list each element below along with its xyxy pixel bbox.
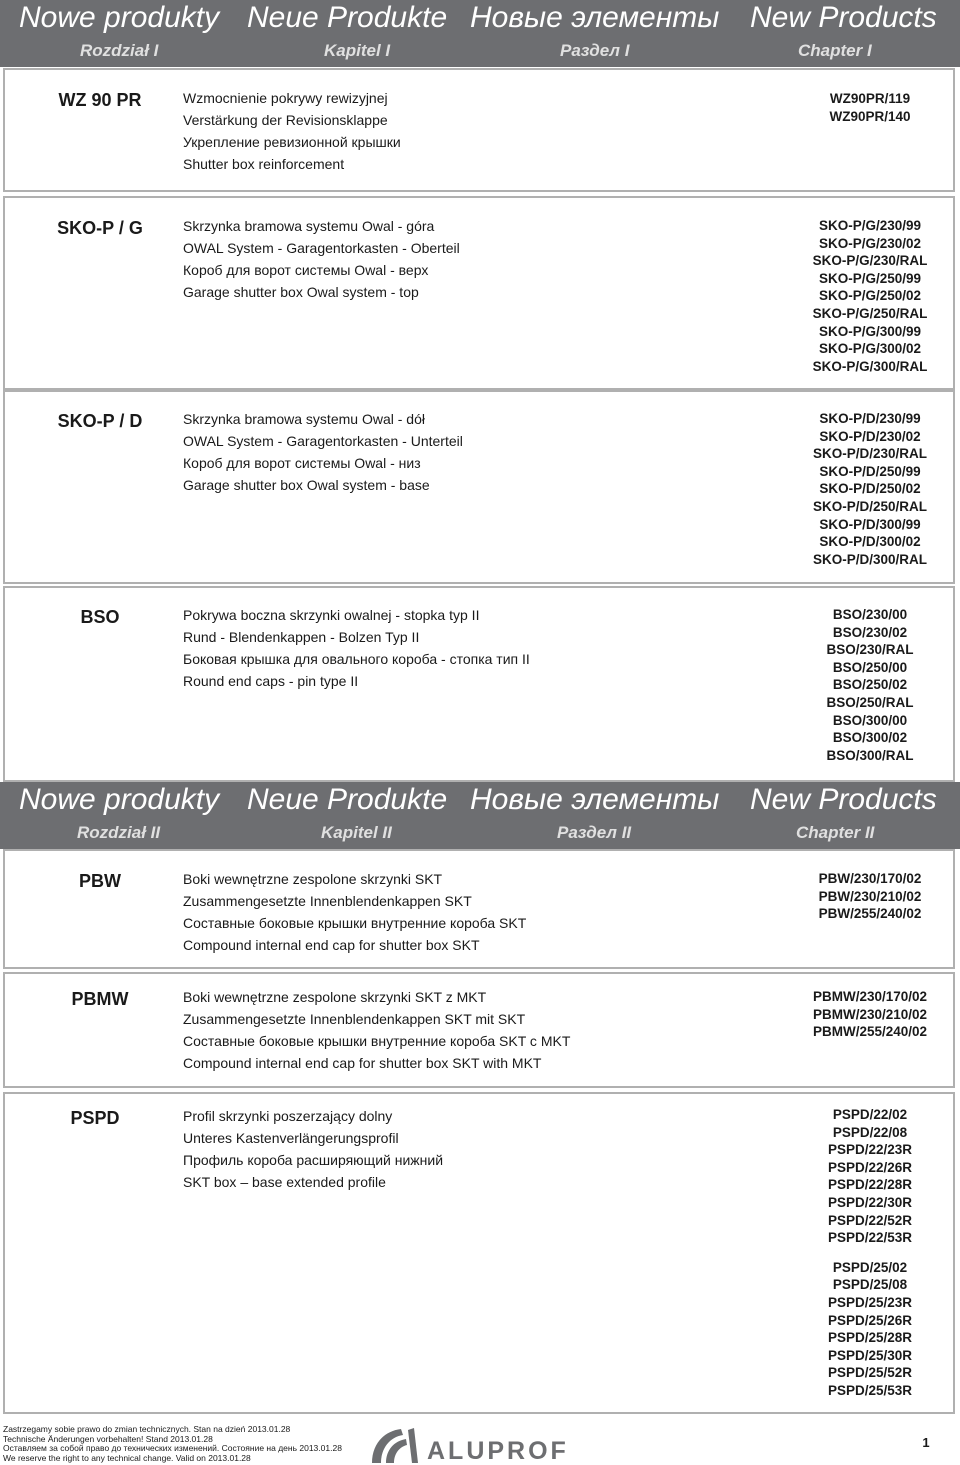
section-title-ru: Новые элементы [470, 1, 720, 34]
section-header-1 [0, 0, 960, 67]
section-title-de: Neue Produkte [247, 783, 448, 816]
article-numbers: SKO-P/D/230/99 SKO-P/D/230/02 SKO-P/D/230/RAL SKO-P/D/250/99 SKO-P/D/250/02 SKO-P/D/250/RAL SKO-P/D/300/99 SKO-P/D/300/02 SKO-P/D/300/RAL [812, 411, 928, 567]
product-description: Pokrywa boczna skrzynki owalnej - stopka typ II Rund - Blendenkappen - Bolzen Typ II Боковая крышка для овального короба - стопка тип II Round end caps - pin type II [183, 607, 530, 689]
section-title-pl: Nowe produkty [19, 783, 220, 816]
product-code: SKO-P / D [57, 411, 143, 431]
section-subtitle-en: Chapter II [796, 823, 875, 842]
section-title-pl: Nowe produkty [19, 1, 220, 34]
footer-disclaimer: Zastrzegamy sobie prawo do zmian technicznych. Stan na dzień 2013.01.28 Technische Änderungen vorbehalten! Stand 2013.01.28 Оставляем за собой право до технических изменений. Состояние на день 2013.01.28 We reserve the right to any technical change. Valid on 2013.01.28 [3, 1424, 342, 1463]
section-title-de: Neue Produkte [247, 1, 448, 34]
article-numbers: WZ90PR/119 WZ90PR/140 [829, 91, 911, 124]
product-code: SKO-P / G [57, 218, 143, 238]
product-row-bso [3, 586, 955, 782]
product-row-sko-p-d [3, 390, 955, 584]
product-description: Wzmocnienie pokrywy rewizyjnej Verstärkung der Revisionsklappe Укрепление ревизионной крышки Shutter box reinforcement [183, 90, 401, 172]
section-header-2 [0, 782, 960, 849]
article-numbers: SKO-P/G/230/99 SKO-P/G/230/02 SKO-P/G/230/RAL SKO-P/G/250/99 SKO-P/G/250/02 SKO-P/G/250/RAL SKO-P/G/300/99 SKO-P/G/300/02 SKO-P/G/300/RAL [812, 218, 928, 374]
aluprof-logo [370, 1426, 590, 1464]
section-subtitle-de: Kapitel I [324, 41, 391, 60]
logo-wordmark: ALUPROF [427, 1437, 569, 1464]
product-code: WZ 90 PR [58, 90, 142, 110]
article-numbers: PSPD/22/02 PSPD/22/08 PSPD/22/23R PSPD/22/26R PSPD/22/28R PSPD/22/30R PSPD/22/52R PSPD/22/53R PSPD/25/02 PSPD/25/08 PSPD/25/23R PSPD/25/26R PSPD/25/28R PSPD/25/30R PSPD/25/52R PSPD/25/53R [827, 1107, 913, 1398]
article-numbers: PBMW/230/170/02 PBMW/230/210/02 PBMW/255/240/02 [812, 989, 928, 1040]
product-description: Boki wewnętrzne zespolone skrzynki SKT Zusammengesetzte Innenblendenkappen SKT Составные боковые крышки внутренние короба SKT Compound internal end cap for shutter box SKT [183, 871, 527, 953]
product-description: Skrzynka bramowa systemu Owal - dół OWAL System - Garagentorkasten - Unterteil Короб для ворот системы Owal - низ Garage shutter box Owal system - base [183, 411, 463, 493]
section-subtitle-ru: Раздел II [557, 823, 632, 842]
product-row-wz90pr [3, 68, 955, 192]
product-description: Skrzynka bramowa systemu Owal - góra OWAL System - Garagentorkasten - Oberteil Короб для ворот системы Owal - верх Garage shutter box Owal system - top [183, 218, 460, 300]
section-title-en: New Products [750, 783, 937, 816]
product-description: Profil skrzynki poszerzający dolny Unteres Kastenverlängerungsprofil Профиль короба расширяющий нижний SKT box – base extended profile [183, 1108, 444, 1190]
section-subtitle-pl: Rozdział II [77, 823, 161, 842]
product-code: PBMW [71, 989, 129, 1009]
product-description: Boki wewnętrzne zespolone skrzynki SKT z MKT Zusammengesetzte Innenblendenkappen SKT mit SKT Составные боковые крышки внутренние короба SKT с MKT Compound internal end cap for shutter box SKT with MKT [183, 989, 571, 1071]
product-code: PBW [79, 871, 121, 891]
section-subtitle-en: Chapter I [798, 41, 872, 60]
section-subtitle-ru: Раздел I [560, 41, 630, 60]
product-row-pbw [3, 849, 955, 969]
article-numbers: BSO/230/00 BSO/230/02 BSO/230/RAL BSO/250/00 BSO/250/02 BSO/250/RAL BSO/300/00 BSO/300/02 BSO/300/RAL [826, 607, 914, 763]
product-row-pspd [3, 1092, 955, 1414]
section-subtitle-de: Kapitel II [321, 823, 392, 842]
article-numbers: PBW/230/170/02 PBW/230/210/02 PBW/255/240/02 [818, 871, 922, 922]
product-row-sko-p-g [3, 196, 955, 390]
section-subtitle-pl: Rozdział I [80, 41, 159, 60]
product-code: PSPD [70, 1108, 120, 1128]
section-title-en: New Products [750, 1, 937, 34]
section-title-ru: Новые элементы [470, 783, 720, 816]
product-code: BSO [80, 607, 120, 627]
page-number: 1 [922, 1435, 930, 1450]
product-row-pbmw [3, 972, 955, 1088]
